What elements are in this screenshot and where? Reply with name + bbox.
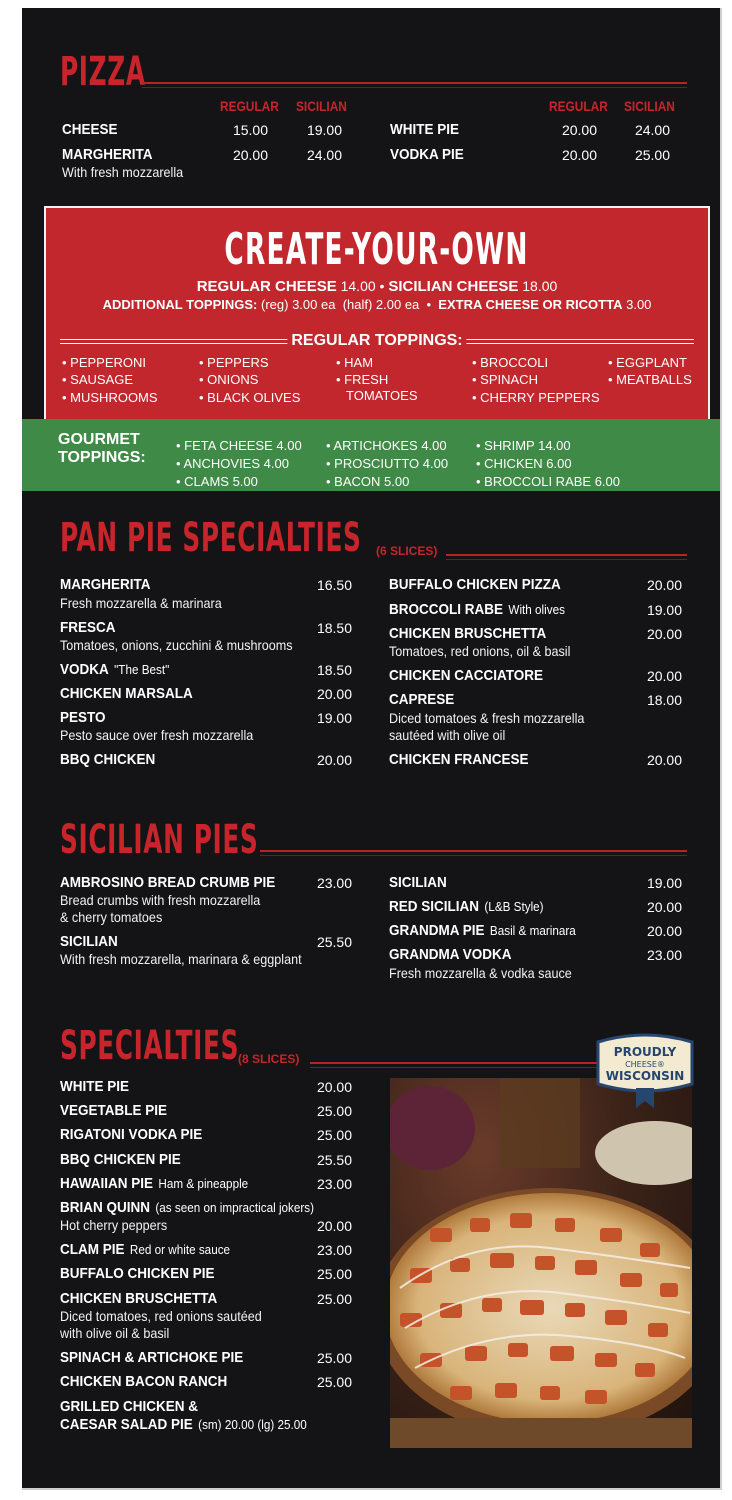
topping-item: • BROCCOLI bbox=[472, 355, 549, 370]
topping-item: • PEPPERS bbox=[199, 355, 269, 370]
pizza-title-rule bbox=[142, 82, 687, 88]
sicilian-item-price: 20.00 bbox=[646, 899, 682, 915]
gourmet-item: • BROCCOLI RABE 6.00 bbox=[476, 474, 620, 489]
additional-toppings-line: ADDITIONAL TOPPINGS: (reg) 3.00 ea (half) 2.00 ea • EXTRA CHEESE OR RICOTTA 3.00 bbox=[102, 297, 652, 312]
specialty-item-price: 20.00 bbox=[316, 1079, 352, 1095]
specialty-item-price: 25.00 bbox=[316, 1266, 352, 1282]
pan-item-name: FRESCA bbox=[60, 619, 116, 636]
topping-item: • PEPPERONI bbox=[62, 355, 147, 370]
gourmet-item: • BACON 5.00 bbox=[326, 474, 410, 489]
pizza-item-name: WHITE PIE bbox=[390, 121, 460, 138]
pan-pie-title-rule bbox=[446, 554, 687, 560]
cheese-prices-line: REGULAR CHEESE 14.00 • SICILIAN CHEESE 18.00 bbox=[196, 278, 558, 295]
pan-item-desc: Fresh mozzarella & marinara bbox=[60, 595, 222, 611]
sicilian-item-name: GRANDMA VODKA bbox=[389, 946, 512, 963]
gourmet-item: • SHRIMP 14.00 bbox=[476, 438, 571, 453]
pizza-illustration bbox=[390, 1078, 692, 1448]
specialty-item-name: CHICKEN BACON RANCH bbox=[60, 1373, 228, 1390]
topping-item: • EGGPLANT bbox=[608, 355, 687, 370]
topping-item: • SAUSAGE bbox=[62, 372, 134, 387]
pan-item-name: BUFFALO CHICKEN PIZZA bbox=[389, 576, 561, 593]
pan-item-price: 20.00 bbox=[646, 668, 682, 684]
regular-toppings-label: REGULAR TOPPINGS: bbox=[287, 332, 466, 350]
topping-item: • MUSHROOMS bbox=[62, 390, 158, 405]
pan-item-price: 19.00 bbox=[316, 710, 352, 726]
pizza-col-sicilian-left: SICILIAN bbox=[296, 98, 347, 114]
pan-item-name: MARGHERITA bbox=[60, 576, 151, 593]
pan-item-name: VODKA "The Best" bbox=[60, 661, 170, 678]
specialty-item-name: CHICKEN BRUSCHETTA bbox=[60, 1290, 218, 1307]
sicilian-item-name: AMBROSINO BREAD CRUMB PIE bbox=[60, 874, 276, 891]
pizza-col-regular-right: REGULAR bbox=[549, 98, 608, 114]
gourmet-toppings-band bbox=[22, 419, 722, 491]
topping-item: • BLACK OLIVES bbox=[199, 390, 301, 405]
pizza-title: PIZZA bbox=[60, 49, 146, 95]
pan-item-price: 20.00 bbox=[316, 752, 352, 768]
specialty-item-name: CAESAR SALAD PIE (sm) 20.00 (lg) 25.00 bbox=[60, 1416, 307, 1433]
sicilian-pies-title-rule bbox=[260, 850, 687, 856]
specialty-item-price: 25.00 bbox=[316, 1127, 352, 1143]
specialty-item-name: BRIAN QUINN (as seen on impractical jokers) bbox=[60, 1199, 315, 1216]
proudly-wisconsin-cheese-badge bbox=[596, 1032, 694, 1108]
specialty-item-name: WHITE PIE bbox=[60, 1078, 130, 1095]
pizza-item-regular: 15.00 bbox=[232, 122, 268, 138]
badge-line1: PROUDLY bbox=[613, 1045, 677, 1059]
pizza-item-sicilian: 25.00 bbox=[634, 147, 670, 163]
pizza-item-name: MARGHERITA bbox=[62, 146, 153, 163]
specialty-item-name: RIGATONI VODKA PIE bbox=[60, 1126, 203, 1143]
sicilian-item-name: GRANDMA PIE Basil & marinara bbox=[389, 922, 576, 939]
gourmet-item: • FETA CHEESE 4.00 bbox=[176, 438, 302, 453]
sicilian-item-name: SICILIAN bbox=[389, 874, 447, 891]
pan-pie-title: PAN PIE SPECIALTIES bbox=[60, 515, 362, 561]
topping-item: TOMATOES bbox=[346, 388, 418, 403]
pan-item-price: 16.50 bbox=[316, 577, 352, 593]
pan-pie-slices: (6 SLICES) bbox=[376, 544, 438, 558]
sicilian-item-price: 19.00 bbox=[646, 875, 682, 891]
sicilian-item-desc: & cherry tomatoes bbox=[60, 909, 163, 925]
sicilian-pies-title: SICILIAN PIES bbox=[60, 817, 259, 863]
pizza-item-regular: 20.00 bbox=[232, 147, 268, 163]
topping-item: • HAM bbox=[336, 355, 374, 370]
pan-item-desc: sautéed with olive oil bbox=[389, 727, 506, 743]
specialty-item-price: 23.00 bbox=[316, 1242, 352, 1258]
menu-page bbox=[22, 8, 722, 1490]
pan-item-price: 19.00 bbox=[646, 602, 682, 618]
specialty-item-desc: Diced tomatoes, red onions sautéed bbox=[60, 1308, 262, 1324]
sicilian-item-price: 20.00 bbox=[646, 923, 682, 939]
pan-item-price: 18.00 bbox=[646, 692, 682, 708]
pan-item-name: BROCCOLI RABE With olives bbox=[389, 601, 565, 618]
specialty-item-desc: with olive oil & basil bbox=[60, 1325, 170, 1341]
pan-item-desc: Diced tomatoes & fresh mozzarella bbox=[389, 710, 585, 726]
pizza-item-sicilian: 24.00 bbox=[634, 122, 670, 138]
pan-item-price: 18.50 bbox=[316, 620, 352, 636]
specialty-item-price: 25.50 bbox=[316, 1152, 352, 1168]
specialty-item-price: 25.00 bbox=[316, 1374, 352, 1390]
pizza-photo bbox=[390, 1078, 692, 1448]
pizza-item-sicilian: 19.00 bbox=[306, 122, 342, 138]
specialties-slices: (8 SLICES) bbox=[238, 1052, 300, 1066]
specialty-item-name: BUFFALO CHICKEN PIE bbox=[60, 1265, 215, 1282]
specialty-item-price: 25.00 bbox=[316, 1291, 352, 1307]
sicilian-item-name: RED SICILIAN (L&B Style) bbox=[389, 898, 544, 915]
specialties-title: SPECIALTIES bbox=[60, 1023, 240, 1069]
topping-item: • SPINACH bbox=[472, 372, 538, 387]
pizza-col-sicilian-right: SICILIAN bbox=[624, 98, 675, 114]
specialties-title-rule bbox=[310, 1062, 600, 1068]
specialty-item-name: SPINACH & ARTICHOKE PIE bbox=[60, 1349, 244, 1366]
pizza-item-name: VODKA PIE bbox=[390, 146, 464, 163]
pizza-item-name: CHEESE bbox=[62, 121, 118, 138]
pizza-item-desc: With fresh mozzarella bbox=[62, 164, 184, 180]
gourmet-item: • ARTICHOKES 4.00 bbox=[326, 438, 447, 453]
pan-item-desc: Tomatoes, red onions, oil & basil bbox=[389, 643, 571, 659]
specialty-item-name: VEGETABLE PIE bbox=[60, 1102, 168, 1119]
topping-item: • CHERRY PEPPERS bbox=[472, 390, 600, 405]
specialty-item-price: 25.00 bbox=[316, 1103, 352, 1119]
create-your-own-title: CREATE-YOUR-OWN bbox=[224, 224, 530, 275]
gourmet-item: • ANCHOVIES 4.00 bbox=[176, 456, 289, 471]
pan-item-name: CHICKEN FRANCESE bbox=[389, 751, 529, 768]
pan-item-price: 20.00 bbox=[646, 577, 682, 593]
pan-item-name: CHICKEN BRUSCHETTA bbox=[389, 625, 547, 642]
pan-item-desc: Pesto sauce over fresh mozzarella bbox=[60, 727, 254, 743]
topping-item: • ONIONS bbox=[199, 372, 259, 387]
pan-item-price: 20.00 bbox=[646, 752, 682, 768]
pizza-col-regular-left: REGULAR bbox=[220, 98, 279, 114]
pan-item-price: 20.00 bbox=[646, 626, 682, 642]
sicilian-item-desc: With fresh mozzarella, marinara & eggplant bbox=[60, 951, 302, 967]
specialty-item-name: CLAM PIE Red or white sauce bbox=[60, 1241, 231, 1258]
gourmet-item: • CLAMS 5.00 bbox=[176, 474, 258, 489]
pan-item-name: CAPRESE bbox=[389, 691, 455, 708]
topping-item: • FRESH bbox=[336, 372, 389, 387]
pizza-item-regular: 20.00 bbox=[561, 147, 597, 163]
create-your-own-box bbox=[44, 206, 710, 419]
pan-item-price: 18.50 bbox=[316, 662, 352, 678]
pan-item-name: CHICKEN CACCIATORE bbox=[389, 667, 544, 684]
pizza-item-sicilian: 24.00 bbox=[306, 147, 342, 163]
specialty-item-desc: Hot cherry peppers bbox=[60, 1217, 168, 1233]
sicilian-item-desc: Bread crumbs with fresh mozzarella bbox=[60, 892, 261, 908]
specialty-item-price: 25.00 bbox=[316, 1350, 352, 1366]
pan-item-desc: Tomatoes, onions, zucchini & mushrooms bbox=[60, 637, 293, 653]
gourmet-item: • PROSCIUTTO 4.00 bbox=[326, 456, 449, 471]
pan-item-price: 20.00 bbox=[316, 686, 352, 702]
badge-line3: WISCONSIN bbox=[605, 1069, 685, 1083]
topping-item: • MEATBALLS bbox=[608, 372, 692, 387]
gourmet-item: • CHICKEN 6.00 bbox=[476, 456, 572, 471]
specialty-item-name: HAWAIIAN PIE Ham & pineapple bbox=[60, 1175, 249, 1192]
specialty-item-name: GRILLED CHICKEN & bbox=[60, 1398, 199, 1415]
pizza-item-regular: 20.00 bbox=[561, 122, 597, 138]
sicilian-item-price: 23.00 bbox=[646, 947, 682, 963]
specialty-item-price: 20.00 bbox=[316, 1218, 352, 1234]
specialty-item-price: 23.00 bbox=[316, 1176, 352, 1192]
badge-line2: CHEESE® bbox=[625, 1060, 665, 1069]
sicilian-item-desc: Fresh mozzarella & vodka sauce bbox=[389, 965, 572, 981]
pan-item-name: CHICKEN MARSALA bbox=[60, 685, 193, 702]
sicilian-item-name: SICILIAN bbox=[60, 933, 118, 950]
pan-item-name: PESTO bbox=[60, 709, 106, 726]
regular-toppings-header bbox=[60, 332, 694, 350]
sicilian-item-price: 25.50 bbox=[316, 934, 352, 950]
pan-item-name: BBQ CHICKEN bbox=[60, 751, 156, 768]
specialty-item-name: BBQ CHICKEN PIE bbox=[60, 1151, 181, 1168]
sicilian-item-price: 23.00 bbox=[316, 875, 352, 891]
gourmet-toppings-label: GOURMET TOPPINGS: bbox=[58, 431, 146, 466]
